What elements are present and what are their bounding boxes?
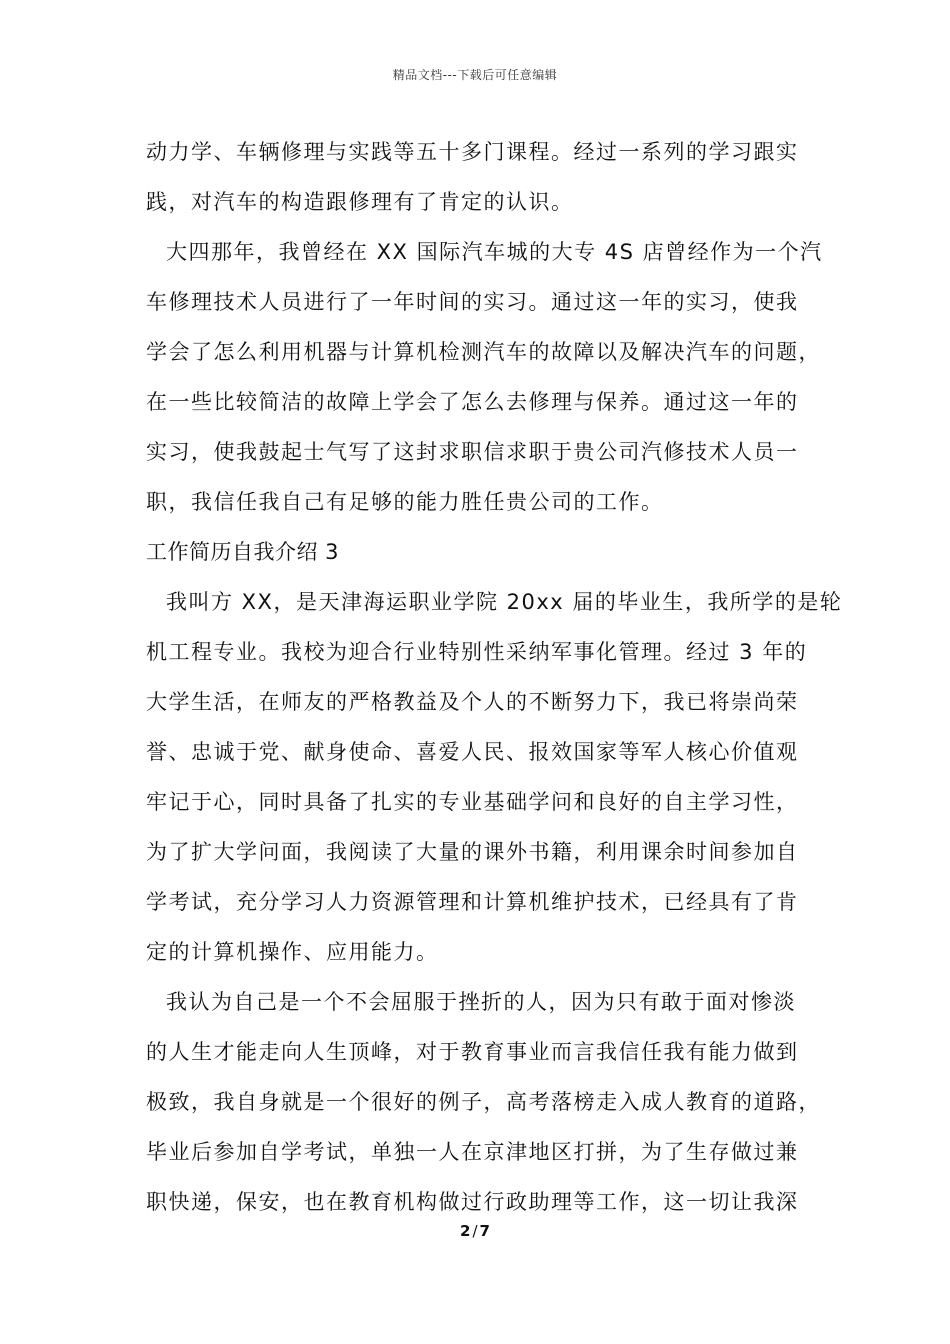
text-line: 职，我信任我自己有足够的能力胜任贵公司的工作。 bbox=[146, 490, 664, 514]
text-line: 职快递，保安，也在教育机构做过行政助理等工作，这一切让我深 bbox=[146, 1190, 799, 1214]
text-line: 践，对汽车的构造跟修理有了肯定的认识。 bbox=[146, 190, 574, 214]
text-line: 为了扩大学问面，我阅读了大量的课外书籍，利用课余时间参加自 bbox=[146, 840, 799, 864]
text-line: 机工程专业。我校为迎合行业特别性采纳军事化管理。经过 3 年的 bbox=[146, 640, 808, 664]
text-line: 车修理技术人员进行了一年时间的实习。通过这一年的实习，使我 bbox=[146, 290, 799, 314]
text-line: 誉、忠诚于党、献身使命、喜爱人民、报效国家等军人核心价值观 bbox=[146, 740, 799, 764]
text-line: 学会了怎么利用机器与计算机检测汽车的故障以及解决汽车的问题， bbox=[146, 340, 821, 364]
text-line: 我认为自己是一个不会屈服于挫折的人，因为只有敢于面对惨淡 bbox=[166, 990, 796, 1014]
text-line: 动力学、车辆修理与实践等五十多门课程。经过一系列的学习跟实 bbox=[146, 140, 799, 164]
text-line: 毕业后参加自学考试，单独一人在京津地区打拼，为了生存做过兼 bbox=[146, 1140, 799, 1164]
text-line: 定的计算机操作、应用能力。 bbox=[146, 940, 439, 964]
section-heading: 工作简历自我介绍 3 bbox=[146, 540, 340, 564]
text-line: 大四那年，我曾经在 XX 国际汽车城的大专 4S 店曾经作为一个汽 bbox=[166, 240, 823, 264]
current-page: 2 bbox=[460, 1222, 471, 1240]
text-line: 极致，我自身就是一个很好的例子，高考落榜走入成人教育的道路， bbox=[146, 1090, 821, 1114]
total-pages: 7 bbox=[479, 1222, 490, 1240]
page-header: 精品文档---下载后可任意编辑 bbox=[392, 68, 558, 82]
text-line: 实习，使我鼓起士气写了这封求职信求职于贵公司汽修技术人员一 bbox=[146, 440, 799, 464]
page-number bbox=[0, 1222, 950, 1240]
text-line: 牢记于心，同时具备了扎实的专业基础学问和良好的自主学习性， bbox=[146, 790, 799, 814]
page-separator: / bbox=[472, 1222, 478, 1240]
text-line: 学考试，充分学习人力资源管理和计算机维护技术，已经具有了肯 bbox=[146, 890, 799, 914]
body-text bbox=[146, 127, 843, 1227]
text-line: 的人生才能走向人生顶峰，对于教育事业而言我信任我有能力做到 bbox=[146, 1040, 799, 1064]
text-line: 我叫方 XX，是天津海运职业学院 20xx 届的毕业生，我所学的是轮 bbox=[166, 590, 843, 614]
text-line: 在一些比较简洁的故障上学会了怎么去修理与保养。通过这一年的 bbox=[146, 390, 799, 414]
text-line: 大学生活，在师友的严格教益及个人的不断努力下，我已将崇尚荣 bbox=[146, 690, 799, 714]
